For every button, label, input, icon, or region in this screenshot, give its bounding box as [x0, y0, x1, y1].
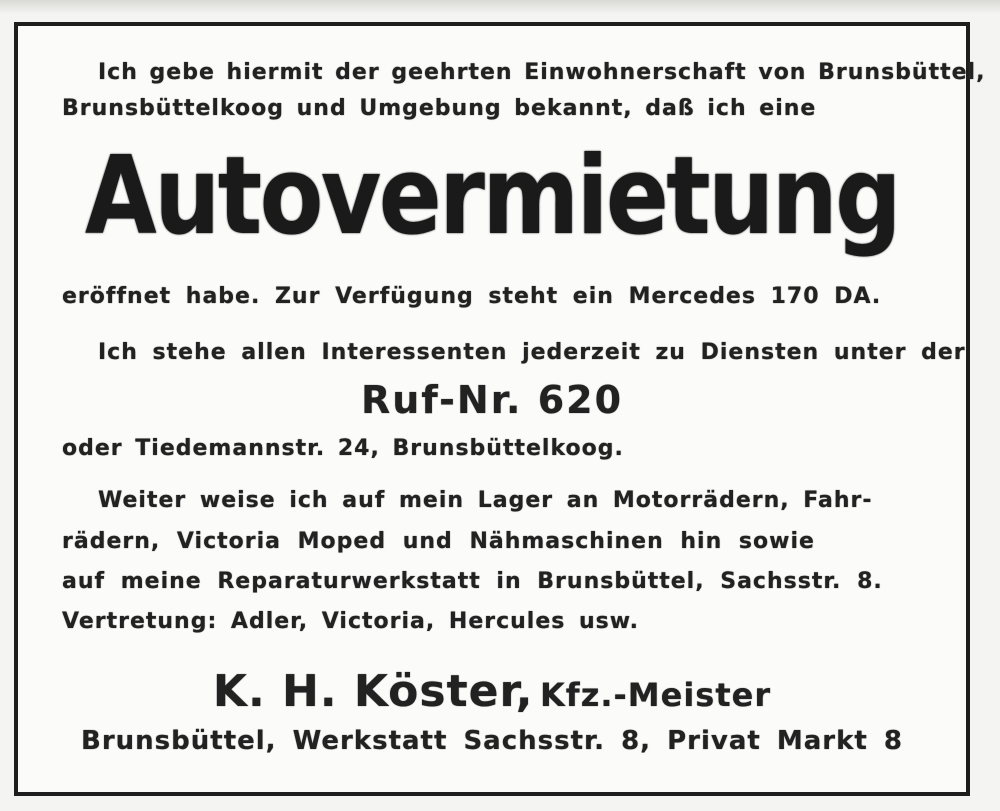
signature-title: Kfz.-Meister	[540, 676, 772, 714]
representation-line: Vertretung: Adler, Victoria, Hercules usw.	[62, 609, 640, 634]
intro-line-1: Ich gebe hiermit der geehrten Einwohnerschaft von Brunsbüttel,	[98, 60, 986, 85]
paper-edge	[0, 0, 1000, 14]
inventory-line-3: auf meine Reparaturwerkstatt in Brunsbüttel, Sachsstr. 8.	[62, 569, 883, 594]
signature-name: K. H. Köster,	[212, 666, 534, 717]
address-line: oder Tiedemannstr. 24, Brunsbüttelkoog.	[62, 436, 624, 461]
signature	[18, 666, 966, 717]
headline: Autovermietung	[84, 134, 900, 259]
intro-line-2: Brunsbüttelkoog und Umgebung bekannt, daß ich eine	[62, 96, 817, 121]
newspaper-advertisement	[14, 22, 986, 796]
opened-line: eröffnet habe. Zur Verfügung steht ein Mercedes 170 DA.	[62, 284, 882, 309]
service-line: Ich stehe allen Interessenten jederzeit zu Diensten unter der	[98, 340, 966, 365]
footer-address: Brunsbüttel, Werkstatt Sachsstr. 8, Privat Markt 8	[81, 726, 903, 756]
phone-number: Ruf-Nr. 620	[360, 378, 624, 422]
inventory-line-2: rädern, Victoria Moped und Nähmaschinen hin sowie	[62, 529, 815, 554]
inventory-line-1: Weiter weise ich auf mein Lager an Motorrädern, Fahr-	[98, 488, 873, 513]
